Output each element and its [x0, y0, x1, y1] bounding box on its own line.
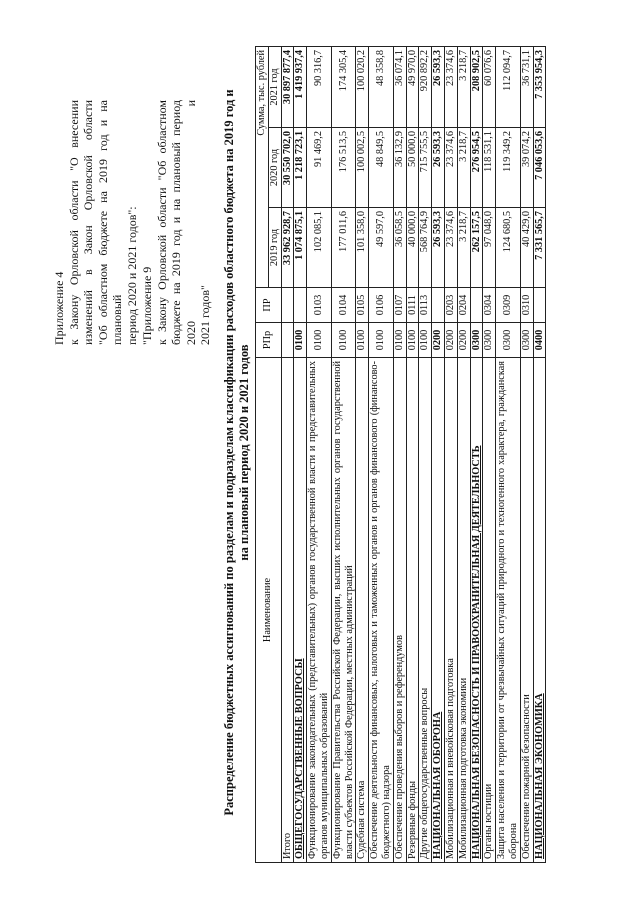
row-2020: 276 954,5: [470, 128, 483, 208]
row-2020: 7 046 053,6: [533, 128, 546, 208]
row-2019: 40 000,0: [406, 208, 419, 288]
row-name: Органы юстиции: [483, 358, 496, 863]
row-pr: 0204: [457, 288, 470, 323]
row-pr: [294, 288, 307, 323]
row-pr: 0113: [419, 288, 432, 323]
annex-4-line: "Об областном бюджете на 2019 год и на плановый: [95, 100, 125, 345]
table-row-section: [432, 47, 445, 863]
row-2019: 101 358,0: [356, 208, 369, 288]
header-rz: РПр: [256, 323, 282, 358]
table-row: [419, 47, 432, 863]
annex-9-header: [140, 100, 213, 345]
row-2021: 49 970,0: [406, 47, 419, 128]
row-2019: 1 074 875,1: [294, 208, 307, 288]
row-rz: 0100: [406, 323, 419, 358]
row-pr: 0104: [331, 288, 356, 323]
row-2021: 100 020,2: [356, 47, 369, 128]
header-year-2019: 2019 год: [268, 208, 281, 288]
table-row-section: [294, 47, 307, 863]
row-pr: [533, 288, 546, 323]
header-name: Наименование: [256, 358, 282, 863]
table-row: [406, 47, 419, 863]
row-name: НАЦИОНАЛЬНАЯ ЭКОНОМИКА: [533, 358, 546, 863]
row-2021: 7 353 954,3: [533, 47, 546, 128]
row-2021: 30 897 877,4: [281, 47, 294, 128]
row-pr: 0310: [520, 288, 533, 323]
row-name: Обеспечение проведения выборов и референдумов: [393, 358, 406, 863]
annex-9-line: "Приложение 9: [140, 266, 154, 345]
row-2019: 36 058,5: [393, 208, 406, 288]
row-2019: 40 429,0: [520, 208, 533, 288]
row-pr: 0105: [356, 288, 369, 323]
row-2021: 90 316,7: [307, 47, 332, 128]
row-rz: 0100: [356, 323, 369, 358]
row-pr: [470, 288, 483, 323]
row-rz: 0200: [432, 323, 445, 358]
row-rz: [281, 323, 294, 358]
row-2019: 49 597,0: [369, 208, 394, 288]
header-sum: Сумма, тыс. рублей: [256, 47, 269, 288]
row-2020: 50 000,0: [406, 128, 419, 208]
row-name: Резервные фонды: [406, 358, 419, 863]
row-pr: [432, 288, 445, 323]
row-rz: 0300: [483, 323, 496, 358]
row-2020: 715 755,5: [419, 128, 432, 208]
row-2020: 30 550 702,0: [281, 128, 294, 208]
row-2019: 33 962 928,7: [281, 208, 294, 288]
row-rz: 0200: [457, 323, 470, 358]
row-name: НАЦИОНАЛЬНАЯ БЕЗОПАСНОСТЬ И ПРАВООХРАНИТЕЛЬНАЯ ДЕЯТЕЛЬНОСТЬ: [470, 358, 483, 863]
annex-9-line: к Закону Орловской области "Об областном: [154, 100, 169, 345]
row-2020: 48 849,5: [369, 128, 394, 208]
row-2021: 112 094,7: [496, 47, 521, 128]
document-title-line: Распределение бюджетных ассигнований по разделам и подразделам классификации расходов областного бюджета на 2019 год и: [222, 89, 236, 816]
row-2021: 48 358,8: [369, 47, 394, 128]
row-name: ОБЩЕГОСУДАРСТВЕННЫЕ ВОПРОСЫ: [294, 358, 307, 863]
row-pr: 0107: [393, 288, 406, 323]
row-2021: 3 218,7: [457, 47, 470, 128]
row-2020: 36 132,9: [393, 128, 406, 208]
row-name: Функционирование законодательных (представительных) органов государственной власти и представительных органов муниципальных образований: [307, 358, 332, 863]
row-2020: 119 349,2: [496, 128, 521, 208]
row-name: Итого: [281, 358, 294, 863]
row-2020: 23 374,6: [444, 128, 457, 208]
row-2020: 1 218 723,1: [294, 128, 307, 208]
row-rz: 0200: [444, 323, 457, 358]
row-name: Функционирование Правительства Российской Федерации, высших исполнительных органов государственной власти субъектов Российской Федерации, местных администраций: [331, 358, 356, 863]
row-2021: 174 305,4: [331, 47, 356, 128]
row-2021: 36 731,1: [520, 47, 533, 128]
budget-allocation-table: [255, 46, 546, 863]
row-2021: 208 902,5: [470, 47, 483, 128]
row-2019: 23 374,6: [444, 208, 457, 288]
row-pr: 0106: [369, 288, 394, 323]
row-2020: 39 074,2: [520, 128, 533, 208]
row-2020: 100 002,5: [356, 128, 369, 208]
row-rz: 0400: [533, 323, 546, 358]
table-row: [483, 47, 496, 863]
row-name: Защита населения и территории от чрезвычайных ситуаций природного и техногенного характера, гражданская оборона: [496, 358, 521, 863]
row-2020: 176 513,5: [331, 128, 356, 208]
row-2019: 3 218,7: [457, 208, 470, 288]
row-rz: 0100: [393, 323, 406, 358]
row-2019: 568 764,9: [419, 208, 432, 288]
header-year-2020: 2020 год: [268, 128, 281, 208]
row-name: Обеспечение деятельности финансовых, налоговых и таможенных органов и органов финансового (финансово-бюджетного) надзора: [369, 358, 394, 863]
row-pr: 0203: [444, 288, 457, 323]
annex-4-line: изменений в Закон Орловской области: [81, 100, 96, 345]
annex-4-header: [52, 100, 140, 345]
header-pr: ПР: [256, 288, 282, 323]
row-2020: 118 531,1: [483, 128, 496, 208]
row-2021: 26 593,3: [432, 47, 445, 128]
row-2021: 36 074,1: [393, 47, 406, 128]
table-row-total: [281, 47, 294, 863]
row-2021: 920 892,2: [419, 47, 432, 128]
table-row-section: [533, 47, 546, 863]
table-row: [520, 47, 533, 863]
row-rz: 0100: [307, 323, 332, 358]
row-name: Другие общегосударственные вопросы: [419, 358, 432, 863]
annex-4-line: к Закону Орловской области "О внесении: [66, 100, 81, 345]
row-2019: 124 680,5: [496, 208, 521, 288]
table-row: [393, 47, 406, 863]
row-name: НАЦИОНАЛЬНАЯ ОБОРОНА: [432, 358, 445, 863]
table-row: [457, 47, 470, 863]
row-name: Судебная система: [356, 358, 369, 863]
row-2020: 26 593,3: [432, 128, 445, 208]
annex-4-line: Приложение 4: [52, 271, 66, 345]
table-row: [444, 47, 457, 863]
row-pr: [281, 288, 294, 323]
annex-4-line: период 2020 и 2021 годов":: [124, 206, 139, 345]
row-pr: 0309: [496, 288, 521, 323]
row-2019: 262 157,5: [470, 208, 483, 288]
row-2019: 26 593,3: [432, 208, 445, 288]
row-rz: 0300: [470, 323, 483, 358]
row-rz: 0300: [520, 323, 533, 358]
row-rz: 0100: [419, 323, 432, 358]
row-rz: 0100: [369, 323, 394, 358]
row-pr: 0103: [307, 288, 332, 323]
row-2019: 102 085,1: [307, 208, 332, 288]
table-row: [307, 47, 332, 863]
row-2019: 97 048,0: [483, 208, 496, 288]
row-2019: 177 011,6: [331, 208, 356, 288]
row-rz: 0100: [294, 323, 307, 358]
row-name: Обеспечение пожарной безопасности: [520, 358, 533, 863]
row-2020: 91 469,2: [307, 128, 332, 208]
row-pr: 0111: [406, 288, 419, 323]
table-row: [356, 47, 369, 863]
row-name: Мобилизационная подготовка экономики: [457, 358, 470, 863]
document-title: [222, 60, 252, 845]
table-row-section: [470, 47, 483, 863]
row-2020: 3 218,7: [457, 128, 470, 208]
row-2021: 60 076,6: [483, 47, 496, 128]
row-2019: 7 331 565,7: [533, 208, 546, 288]
row-rz: 0100: [331, 323, 356, 358]
table-row: [496, 47, 521, 863]
annex-9-line: бюджете на 2019 год и на плановый период 2020 и: [169, 100, 198, 345]
table-row: [331, 47, 356, 863]
row-pr: 0304: [483, 288, 496, 323]
annex-9-line: 2021 годов": [198, 285, 213, 345]
table-header-row: [256, 47, 269, 863]
row-2021: 1 419 937,4: [294, 47, 307, 128]
header-year-2021: 2021 год: [268, 47, 281, 128]
row-name: Мобилизационная и вневойсковая подготовка: [444, 358, 457, 863]
document-title-line: на плановый период 2020 и 2021 годов: [237, 344, 251, 561]
table-row: [369, 47, 394, 863]
row-rz: 0300: [496, 323, 521, 358]
row-2021: 23 374,6: [444, 47, 457, 128]
